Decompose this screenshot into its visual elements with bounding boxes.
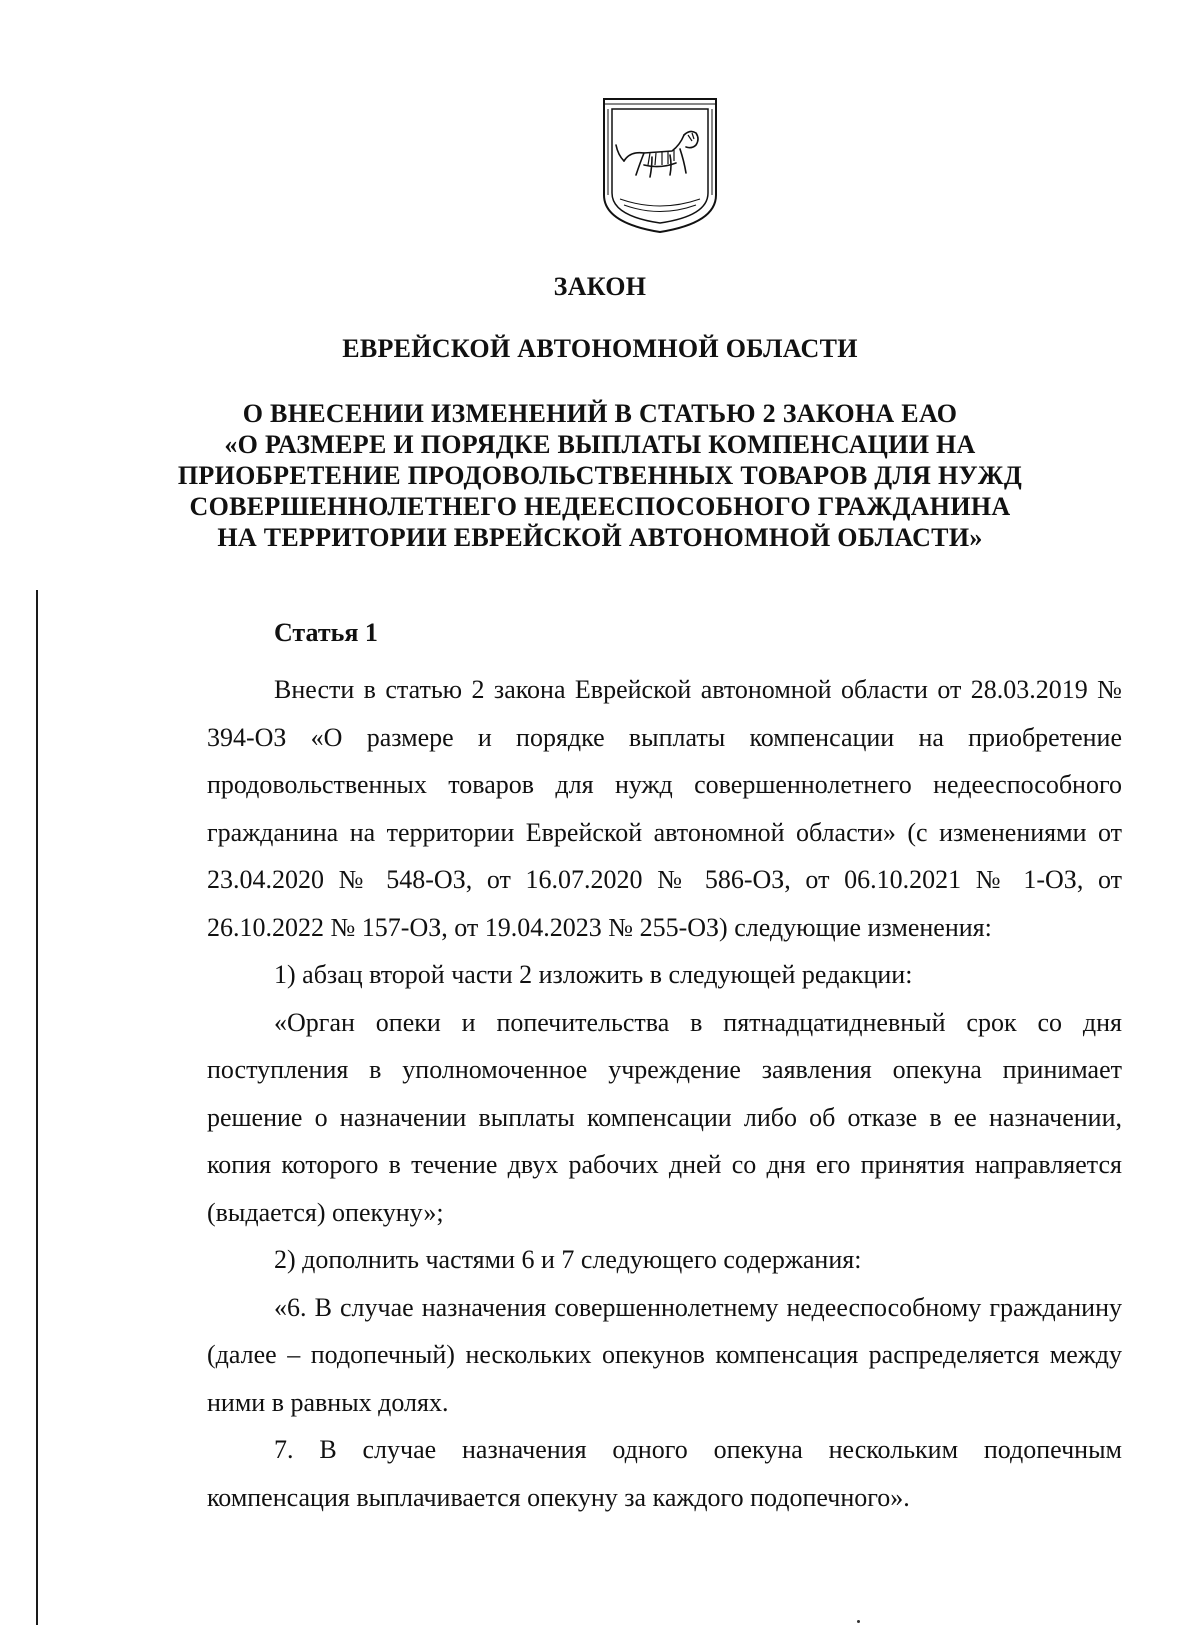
scan-speck: [857, 1620, 860, 1623]
document-type-title: ЗАКОН: [553, 272, 647, 301]
article-paragraph: 1) абзац второй части 2 изложить в следующей редакции:: [274, 960, 913, 989]
article-heading: Статья 1: [274, 618, 378, 647]
article-paragraph: 2) дополнить частями 6 и 7 следующего содержания:: [274, 1245, 862, 1274]
article-paragraph: 7. В случае назначения одного опекуна нескольким подопечным компенсация выплачивается опекуну за каждого подопечного».: [207, 1435, 1122, 1512]
region-title: ЕВРЕЙСКОЙ АВТОНОМНОЙ ОБЛАСТИ: [342, 334, 858, 363]
subject-line: «О РАЗМЕРЕ И ПОРЯДКЕ ВЫПЛАТЫ КОМПЕНСАЦИИ НА: [224, 430, 976, 459]
subject-line: СОВЕРШЕННОЛЕТНЕГО НЕДЕЕСПОСОБНОГО ГРАЖДАНИНА: [189, 492, 1011, 521]
law-subject-title: [0, 398, 1200, 553]
article-paragraph: «Орган опеки и попечительства в пятнадцатидневный срок со дня поступления в уполномоченное учреждение заявления опекуна принимает решение о назначении выплаты компенсации либо об отказе в ее назначении, копия которого в течение двух рабочих дней со дня его принятия направляется (выдается) опекуну»;: [207, 1007, 1122, 1227]
coat-of-arms-icon: [600, 95, 720, 235]
subject-line: ПРИОБРЕТЕНИЕ ПРОДОВОЛЬСТВЕННЫХ ТОВАРОВ ДЛЯ НУЖД: [177, 461, 1023, 490]
article-paragraph: Внести в статью 2 закона Еврейской автономной области от 28.03.2019 № 394-ОЗ «О размере и порядке выплаты компенсации на приобретение продовольственных товаров для нужд совершеннолетнего недееспособного гражданина на территории Еврейской автономной области» (с изменениями от 23.04.2020 № 548-ОЗ, от 16.07.2020 № 586-ОЗ, от 06.10.2021 № 1-ОЗ, от 26.10.2022 № 157-ОЗ, от 19.04.2023 № 255-ОЗ) следующие изменения:: [207, 675, 1122, 942]
scan-margin-line: [36, 590, 38, 1625]
subject-line: НА ТЕРРИТОРИИ ЕВРЕЙСКОЙ АВТОНОМНОЙ ОБЛАСТИ»: [217, 523, 983, 552]
subject-line: О ВНЕСЕНИИ ИЗМЕНЕНИЙ В СТАТЬЮ 2 ЗАКОНА ЕАО: [242, 399, 958, 428]
article-paragraph: «6. В случае назначения совершеннолетнему недееспособному гражданину (далее – подопечный) нескольких опекунов компенсация распределяется между ними в равных долях.: [207, 1292, 1122, 1417]
article-body: [207, 666, 1122, 1521]
